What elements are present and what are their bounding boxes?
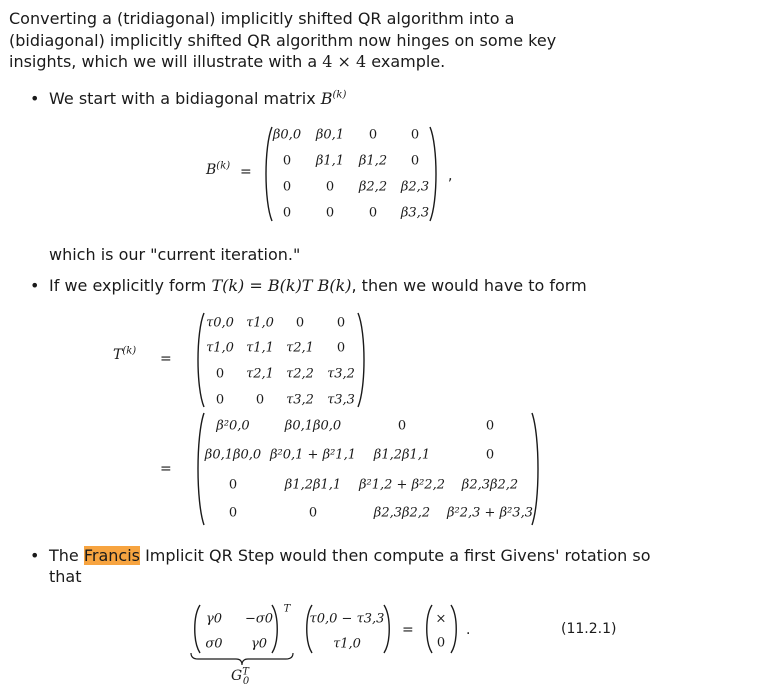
intro-math-example: 4 × 4 — [322, 52, 367, 71]
givens-vec-right-paren — [382, 604, 394, 654]
givens-g-left-paren — [190, 604, 202, 654]
matrix-b-cell: 0 — [368, 205, 378, 221]
beta-matrix-cell: 0 — [308, 505, 318, 521]
tau-matrix-right-paren — [356, 312, 368, 408]
bullet-2-label: If we explicitly form — [49, 276, 212, 295]
beta-matrix-cell: β1,2β1,1 — [284, 477, 342, 493]
tau-matrix-cell: τ3,2 — [286, 392, 314, 408]
matrix-t-lhs-symbol: T — [113, 347, 123, 363]
matrix-t-equals-1: = — [160, 351, 172, 367]
tau-matrix-cell: τ0,0 — [206, 315, 234, 331]
tau-matrix-cell: τ2,1 — [286, 340, 314, 356]
beta-matrix-cell: 0 — [397, 418, 407, 434]
matrix-t-lhs — [113, 347, 136, 363]
bullet-3-line-2: that — [49, 567, 82, 586]
beta-matrix-cell: β²0,0 — [216, 418, 250, 434]
matrix-b-right-paren — [428, 126, 440, 222]
bullet-2-math: T(k) = B(k)T B(k) — [211, 276, 352, 295]
matrix-b-cell: 0 — [368, 127, 378, 143]
intro-text-after: example. — [366, 52, 446, 71]
givens-g-cell: γ0 — [250, 636, 268, 652]
matrix-b-cell: β0,0 — [272, 127, 302, 143]
matrix-b-cell: β2,3 — [400, 179, 430, 195]
matrix-b-cell: 0 — [282, 205, 292, 221]
matrix-t-equals-2: = — [160, 461, 172, 477]
beta-matrix-cell: 0 — [485, 418, 495, 434]
givens-g-cell: −σ0 — [244, 611, 274, 627]
equation-number: (11.2.1) — [561, 621, 617, 637]
givens-g-cell: σ0 — [205, 636, 223, 652]
givens-underbrace-sup: T — [242, 666, 249, 678]
bullet-3-marker: • — [30, 546, 40, 565]
beta-matrix-cell: β1,2β1,1 — [373, 447, 431, 463]
matrix-b-lhs-sup: (k) — [216, 160, 231, 172]
givens-equals: = — [402, 622, 414, 638]
matrix-b-cell: β3,3 — [400, 205, 430, 221]
tau-matrix-cell: 0 — [255, 392, 265, 408]
givens-underbrace-sub: 0 — [242, 675, 250, 687]
givens-vec-top: τ0,0 − τ3,3 — [309, 611, 385, 627]
bullet-2-text — [49, 275, 587, 297]
givens-res-right-paren — [449, 604, 461, 654]
beta-matrix-cell: β0,1β0,0 — [204, 447, 262, 463]
matrix-b-cell: β2,2 — [358, 179, 388, 195]
matrix-b-left-paren — [262, 126, 274, 222]
matrix-b-lhs — [206, 162, 230, 178]
matrix-b-equals: = — [240, 164, 252, 180]
beta-matrix-cell: 0 — [228, 505, 238, 521]
tau-matrix-cell: τ1,1 — [246, 340, 274, 356]
tau-matrix-cell: 0 — [215, 366, 225, 382]
bullet-2-label-after: , then we would have to form — [351, 276, 587, 295]
bullet-3-label-after: Implicit QR Step would then compute a first Givens' rotation so — [139, 546, 651, 565]
matrix-b-trailing-comma: , — [448, 168, 453, 184]
beta-matrix-cell: 0 — [228, 477, 238, 493]
after-b-text: which is our "current iteration." — [49, 245, 301, 264]
beta-matrix-cell: β2,3β2,2 — [461, 477, 519, 493]
matrix-t-lhs-sup: (k) — [122, 345, 137, 357]
tau-matrix-cell: τ1,0 — [206, 340, 234, 356]
matrix-b-cell: 0 — [282, 179, 292, 195]
matrix-b-cell: β0,1 — [315, 127, 345, 143]
givens-g-cell: γ0 — [205, 611, 223, 627]
matrix-b-cell: 0 — [410, 127, 420, 143]
bullet-3-text — [49, 545, 651, 567]
matrix-b-lhs-symbol: B — [206, 162, 217, 178]
matrix-b-cell: 0 — [282, 153, 292, 169]
matrix-b-cell: 0 — [325, 179, 335, 195]
givens-res-top: × — [435, 611, 447, 627]
givens-vec-left-paren — [302, 604, 314, 654]
bullet-1-math-sup: (k) — [332, 89, 347, 101]
tau-matrix-cell: 0 — [295, 315, 305, 331]
bullet-1-math: B — [320, 89, 333, 108]
tau-matrix-cell: 0 — [215, 392, 225, 408]
givens-res-bottom: 0 — [436, 635, 446, 651]
givens-g-right-paren — [270, 604, 282, 654]
intro-text-before: Converting a (tridiagonal) implicitly shifted QR algorithm into a (bidiagonal) implicitly shifted QR algorithm now hinges on some key insights, which we will illustrate with a — [9, 9, 557, 71]
givens-underbrace — [190, 652, 294, 666]
beta-matrix-left-paren — [194, 412, 206, 526]
beta-matrix-cell: β²0,1 + β²1,1 — [270, 447, 356, 463]
givens-period: . — [466, 622, 471, 638]
francis-highlight[interactable]: Francis — [83, 546, 140, 565]
beta-matrix-cell: β0,1β0,0 — [284, 418, 342, 434]
matrix-b-cell: 0 — [410, 153, 420, 169]
beta-matrix-cell: β²1,2 + β²2,2 — [359, 477, 445, 493]
beta-matrix-cell: 0 — [485, 447, 495, 463]
tau-matrix-left-paren — [194, 312, 206, 408]
tau-matrix-cell: 0 — [336, 315, 346, 331]
tau-matrix-cell: τ3,3 — [327, 392, 355, 408]
bullet-2-marker: • — [30, 276, 40, 295]
tau-matrix-cell: 0 — [336, 340, 346, 356]
intro-paragraph — [9, 8, 609, 73]
tau-matrix-cell: τ3,2 — [327, 366, 355, 382]
givens-underbrace-label — [231, 666, 250, 687]
bullet-1-marker: • — [30, 89, 40, 108]
givens-transpose: T — [283, 603, 291, 615]
tau-matrix-cell: τ1,0 — [246, 315, 274, 331]
givens-underbrace-symbol: G — [231, 668, 243, 684]
matrix-b-cell: β1,1 — [315, 153, 345, 169]
bullet-1-label: We start with a bidiagonal matrix — [49, 89, 321, 108]
beta-matrix-right-paren — [530, 412, 542, 526]
matrix-b-cell: 0 — [325, 205, 335, 221]
bullet-1-text — [49, 88, 346, 110]
tau-matrix-cell: τ2,1 — [246, 366, 274, 382]
givens-res-left-paren — [422, 604, 434, 654]
givens-vec-bottom: τ1,0 — [333, 636, 361, 652]
matrix-b-cell: β1,2 — [358, 153, 388, 169]
beta-matrix-cell: β2,3β2,2 — [373, 505, 431, 521]
bullet-3-label: The — [49, 546, 84, 565]
tau-matrix-cell: τ2,2 — [286, 366, 314, 382]
beta-matrix-cell: β²2,3 + β²3,3 — [447, 505, 533, 521]
